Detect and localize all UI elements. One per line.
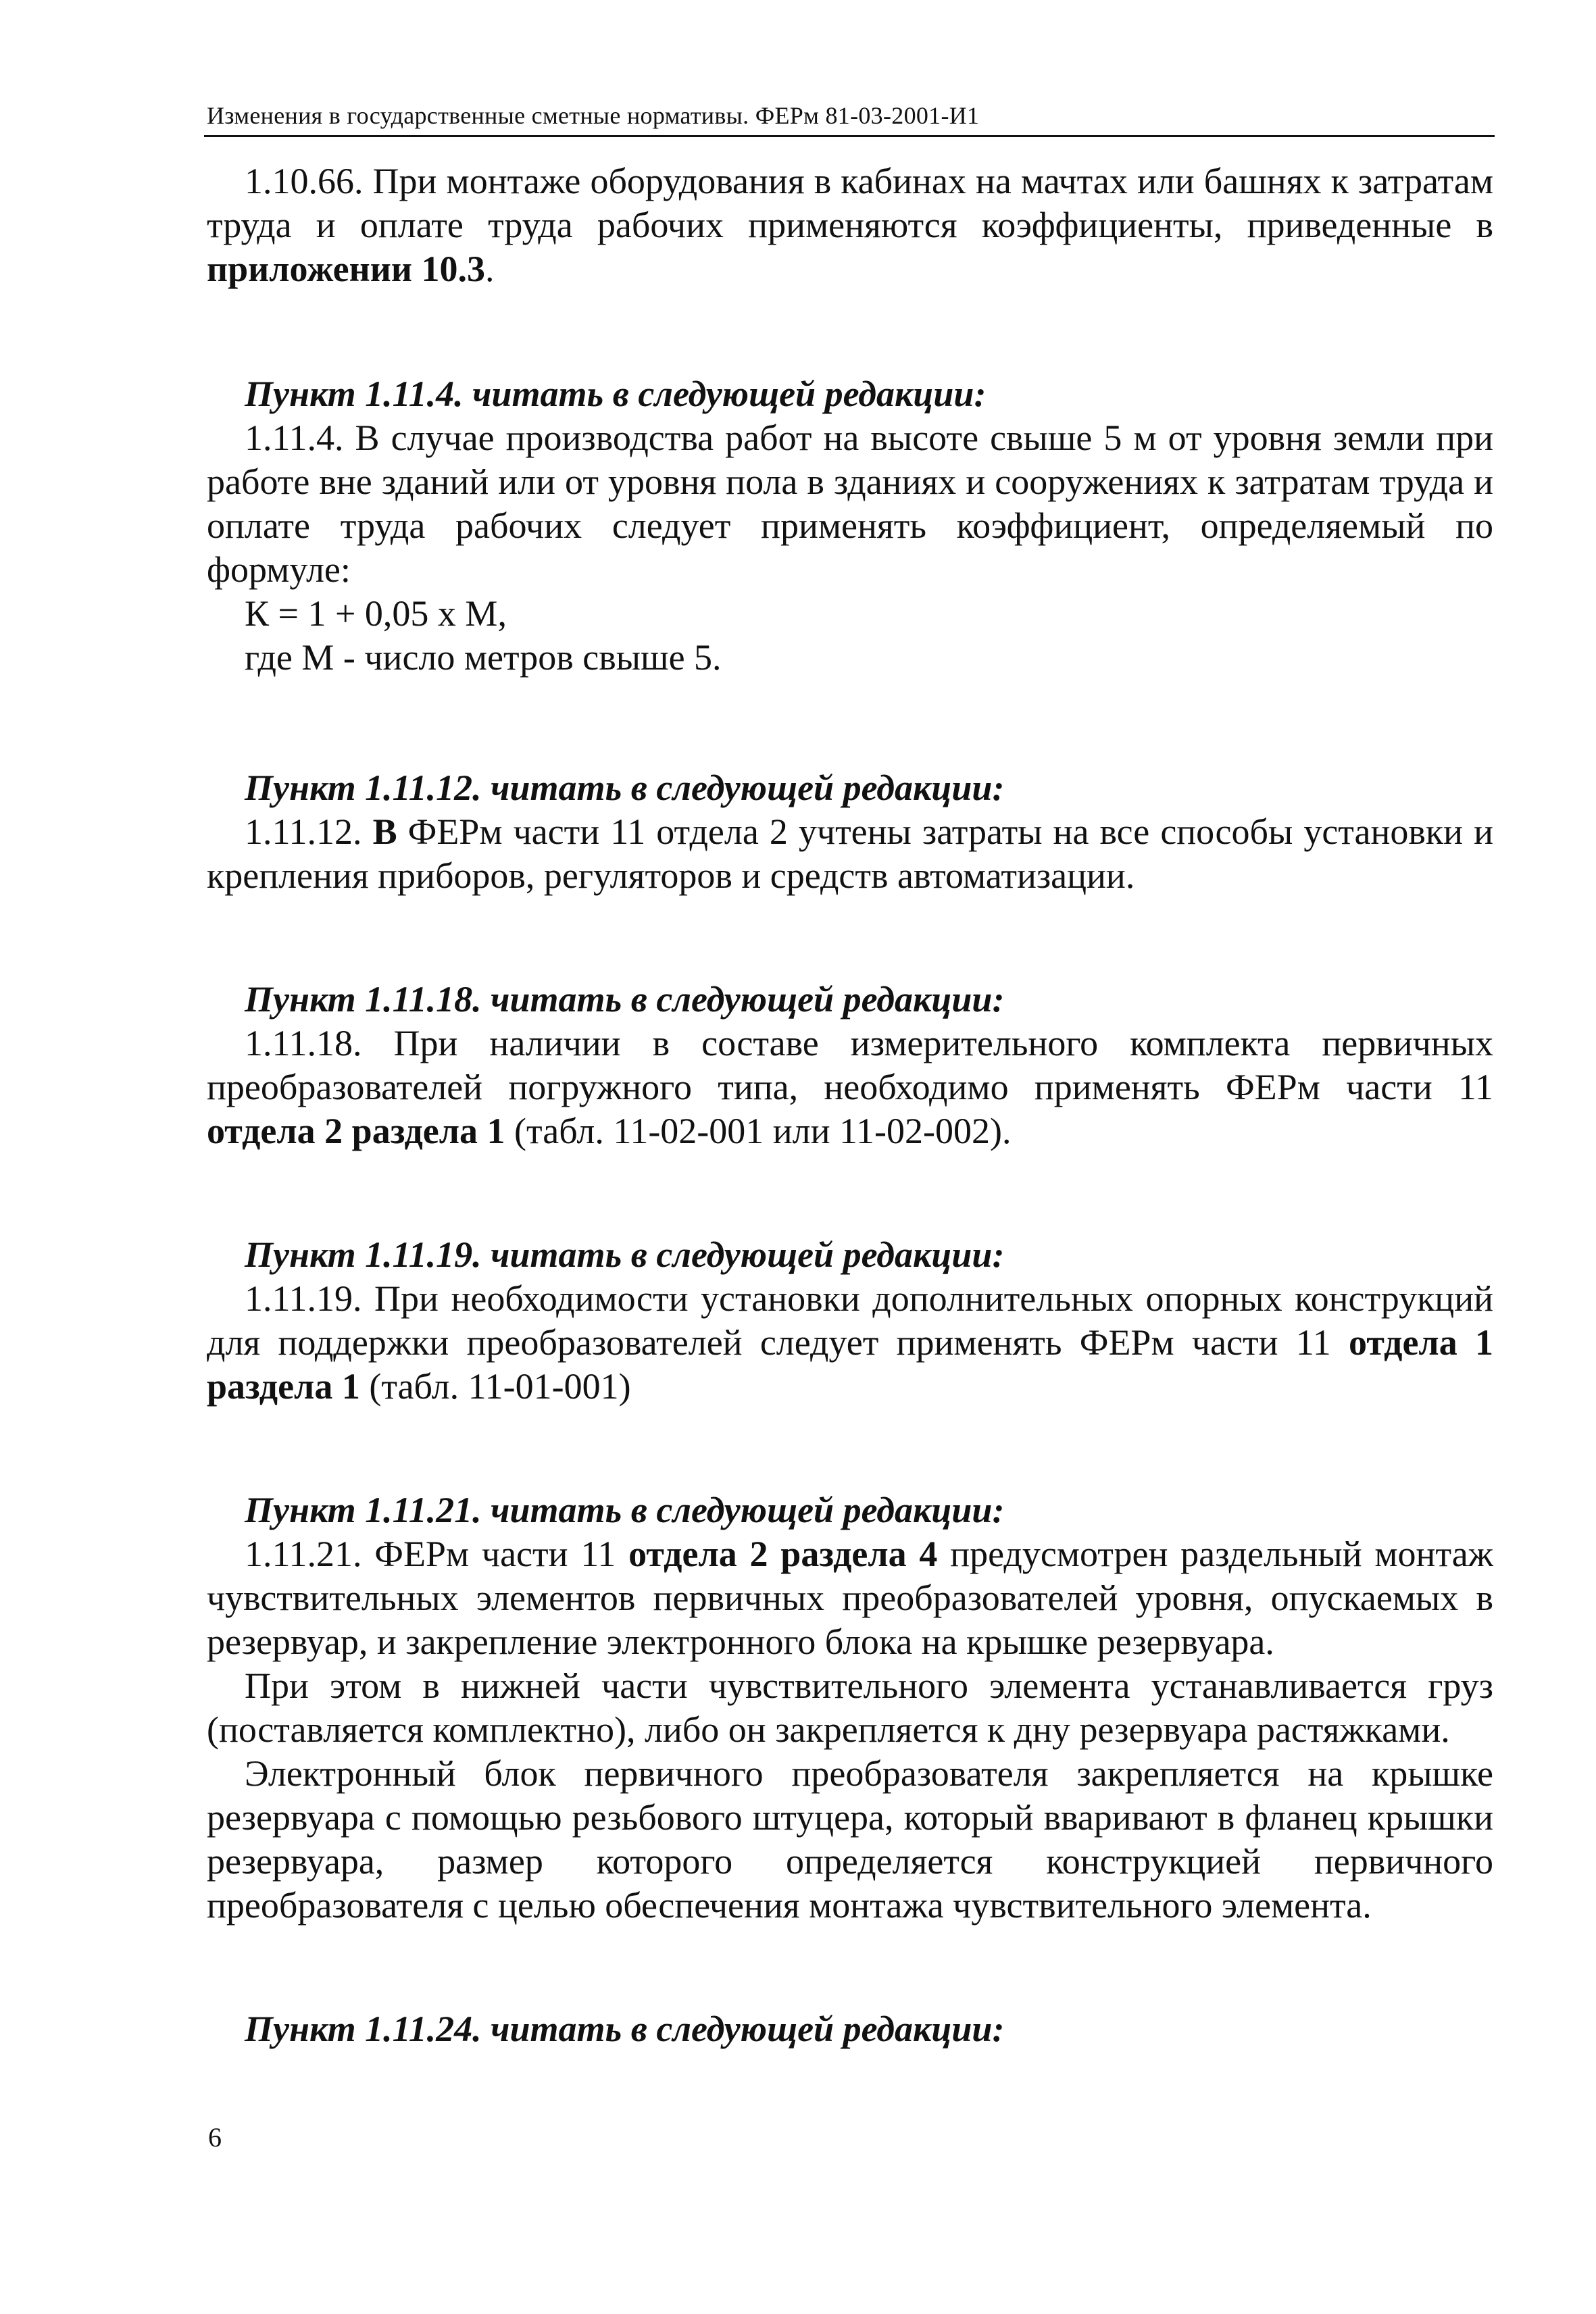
running-header: Изменения в государственные сметные нормативы. ФЕРм 81-03-2001-И1 — [207, 102, 980, 129]
bold-word: В — [372, 811, 397, 852]
paragraph-1-10-66 — [207, 159, 1493, 291]
section-heading-1-11-12: Пункт 1.11.12. читать в следующей редакции: — [245, 768, 1005, 808]
section-heading-1-11-18: Пункт 1.11.18. читать в следующей редакции: — [245, 979, 1005, 1020]
page-number: 6 — [208, 2122, 222, 2153]
paragraph-text: . — [484, 249, 495, 289]
paragraph-1-11-12 — [207, 810, 1493, 898]
section-heading-1-11-21: Пункт 1.11.21. читать в следующей редакции: — [245, 1490, 1005, 1530]
paragraph-1-11-19 — [207, 1277, 1493, 1409]
paragraph-1-11-4: 1.11.4. В случае производства работ на высоте свыше 5 м от уровня земли при работе вне зданий или от уровня пола в зданиях и сооружениях к затратам труда и оплате труда рабочих следует применять коэффициент, определяемый по формуле: — [207, 418, 1493, 590]
formula: К = 1 + 0,05 х М, — [245, 593, 507, 634]
paragraph-1-11-21-weight: При этом в нижней части чувствительного элемента устанавливается груз (поставляется комплектно), либо он закрепляется к дну резервуара растяжками. — [207, 1665, 1493, 1750]
paragraph-1-11-18 — [207, 1022, 1493, 1153]
paragraph-text: ФЕРм части 11 отдела 2 учтены затраты на все способы установки и крепления приборов, регуляторов и средств автоматизации. — [207, 811, 1493, 896]
paragraph-text: 1.11.12. — [245, 811, 373, 852]
paragraph-text: 1.11.21. ФЕРм части 11 — [245, 1534, 629, 1574]
document-body — [207, 159, 1493, 2051]
paragraph-text: 1.11.18. При наличии в составе измерительного комплекта первичных преобразователей погружного типа, необходимо применять ФЕРм части 11 — [207, 1023, 1493, 1107]
bold-reference: отдела 2 раздела 1 — [207, 1111, 505, 1151]
paragraph-text: предусмотрен раздельный монтаж чувствительных элементов первичных преобразователей уровня, опускаемых в резервуар, и закрепление электронного блока на крышке резервуара. — [207, 1534, 1493, 1662]
section-heading-1-11-19: Пункт 1.11.19. читать в следующей редакции: — [245, 1234, 1005, 1275]
bold-reference: отдела 1 раздела 1 — [207, 1322, 1494, 1407]
paragraph-1-11-21-electronic-block: Электронный блок первичного преобразователя закрепляется на крышке резервуара с помощью резьбового штуцера, который вваривают в фланец крышки резервуара, размер которого определяется конструкцией первичного преобразователя с целью обеспечения монтажа чувствительного элемента. — [207, 1753, 1493, 1926]
bold-reference: отдела 2 раздела 4 — [628, 1534, 938, 1574]
paragraph-text: (табл. 11-01-001) — [359, 1366, 631, 1407]
paragraph-1-11-21 — [207, 1532, 1493, 1664]
header-divider — [204, 135, 1495, 137]
paragraph-text: (табл. 11-02-001 или 11-02-002). — [505, 1111, 1012, 1151]
bold-reference: приложении 10.3 — [207, 249, 485, 289]
section-heading-1-11-4: Пункт 1.11.4. читать в следующей редакции: — [245, 374, 987, 414]
section-heading-1-11-24: Пункт 1.11.24. читать в следующей редакции: — [245, 2009, 1005, 2049]
paragraph-text: 1.11.19. При необходимости установки дополнительных опорных конструкций для поддержки преобразователей следует применять ФЕРм части 11 — [207, 1278, 1493, 1363]
formula-note: где М - число метров свыше 5. — [245, 637, 722, 678]
paragraph-text: 1.10.66. При монтаже оборудования в кабинах на мачтах или башнях к затратам труда и оплате труда рабочих применяются коэффициенты, приведенные в — [207, 161, 1493, 245]
